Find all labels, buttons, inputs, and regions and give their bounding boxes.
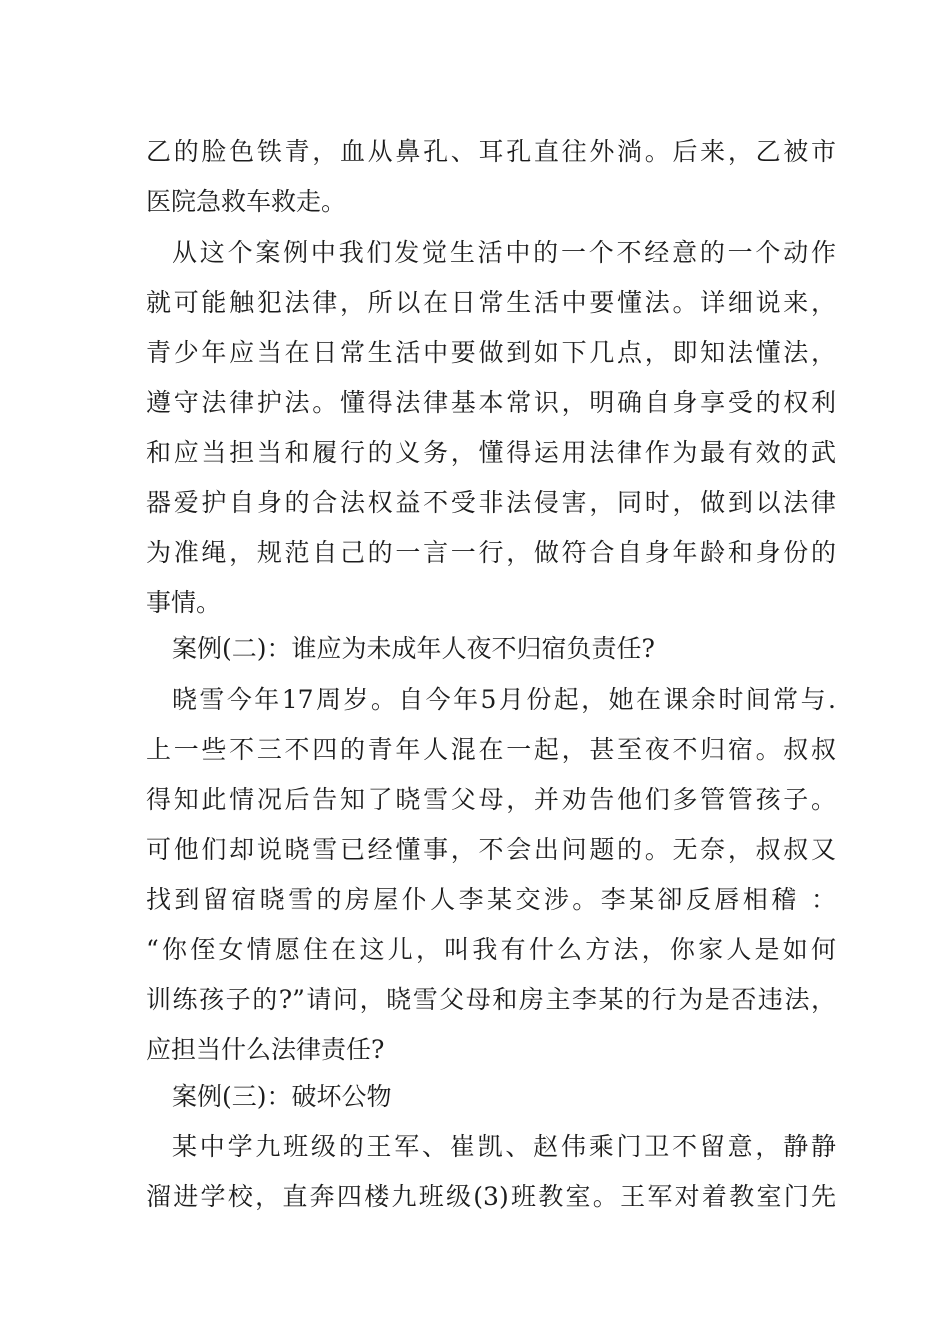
text-line: 为准绳，规范自己的一言一行，做符合自身年龄和身份的 bbox=[146, 538, 836, 567]
text-line: 和应当担当和履行的义务，懂得运用法律作为最有效的武 bbox=[146, 438, 836, 467]
text-line: 晓雪今年17周岁。自今年5月份起，她在课余时间常与. bbox=[172, 685, 836, 714]
text-line: 从这个案例中我们发觉生活中的一个不经意的一个动作 bbox=[172, 238, 836, 267]
section-heading: 案例(二)：谁应为未成年人夜不归宿负责任? bbox=[172, 634, 655, 663]
text-line: 遵守法律护法。懂得法律基本常识，明确自身享受的权利 bbox=[146, 388, 836, 417]
text-line: 应担当什么法律责任? bbox=[146, 1035, 385, 1064]
section-heading: 案例(三)：破坏公物 bbox=[172, 1082, 392, 1111]
text-line: 找到留宿晓雪的房屋仆人李某交涉。李某卻反唇相稽 ： bbox=[146, 885, 836, 914]
text-line: 某中学九班级的王军、崔凯、赵伟乘门卫不留意，静静 bbox=[172, 1132, 836, 1161]
text-line: 得知此情况后告知了晓雪父母，并劝告他们多管管孩子。 bbox=[146, 785, 836, 814]
text-line: 事情。 bbox=[146, 588, 222, 617]
text-line: 就可能触犯法律，所以在日常生活中要懂法。详细说来， bbox=[146, 288, 836, 317]
text-line: 可他们却说晓雪已经懂事，不会出问题的。无奈，叔叔又 bbox=[146, 835, 836, 864]
text-line: 青少年应当在日常生活中要做到如下几点，即知法懂法， bbox=[146, 338, 836, 367]
text-line: 溜进学校，直奔四楼九班级(3)班教室。王军对着教室门先 bbox=[146, 1182, 836, 1211]
text-line: 医院急救车救走。 bbox=[146, 187, 347, 216]
text-line: “你侄女情愿住在这儿，叫我有什么方法，你家人是如何 bbox=[146, 935, 836, 964]
text-line: 器爱护自身的合法权益不受非法侵害，同时，做到以法律 bbox=[146, 488, 836, 517]
text-line: 上一些不三不四的青年人混在一起，甚至夜不归宿。叔叔 bbox=[146, 735, 836, 764]
text-line: 训练孩子的?”请问，晓雪父母和房主李某的行为是否违法， bbox=[146, 985, 836, 1014]
text-line: 乙的脸色铁青，血从鼻孔、耳孔直往外淌。后来，乙被市 bbox=[146, 137, 836, 166]
